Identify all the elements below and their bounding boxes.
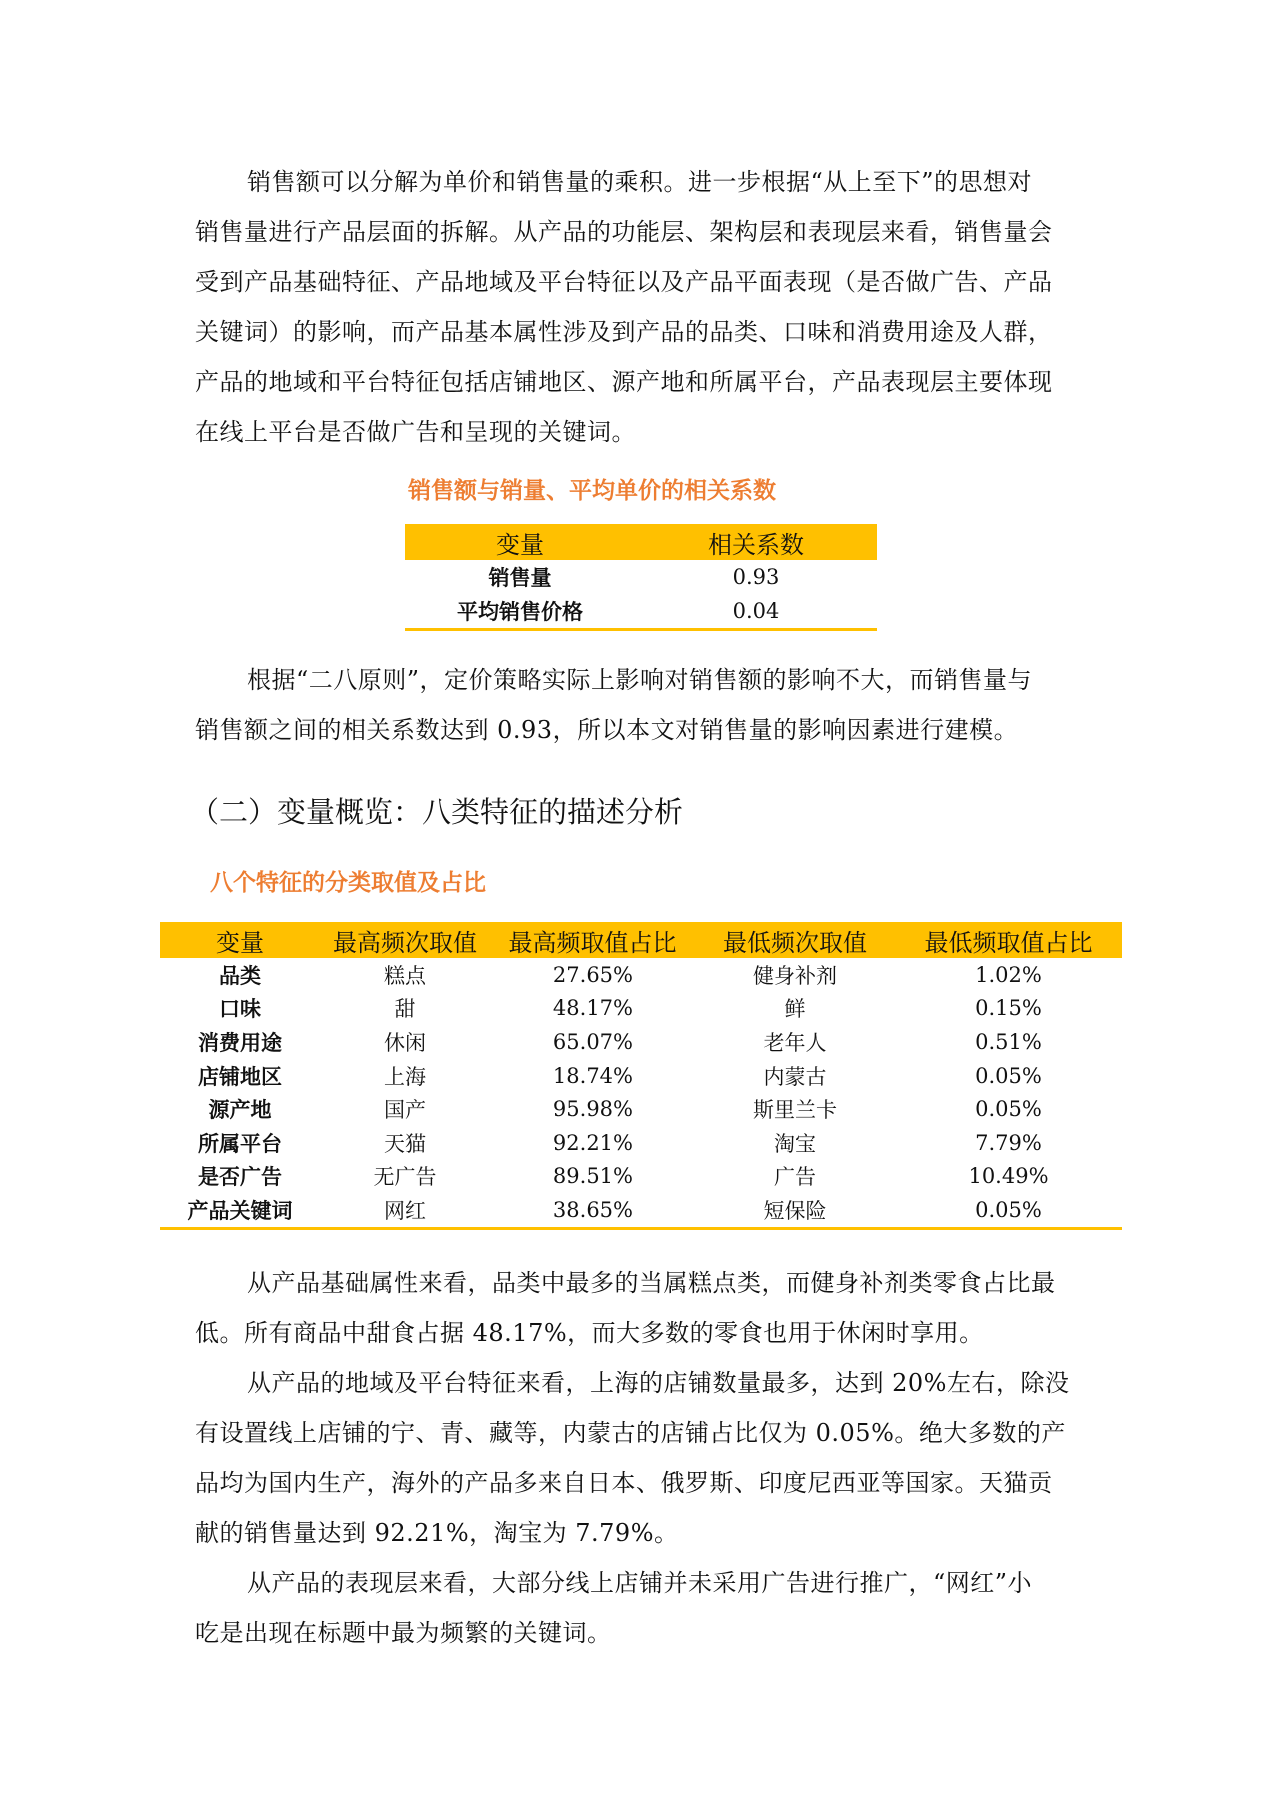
column-header-bottom-value: 最低频次取值	[695, 922, 895, 958]
correlation-table-title: 销售额与销量、平均单价的相关系数	[408, 478, 776, 504]
paragraph-line: 品均为国内生产，海外的产品多来自日本、俄罗斯、印度尼西亚等国家。天猫贡	[195, 1469, 1053, 1497]
cell-top-value: 甜	[394, 997, 416, 1022]
cell-bottom-share: 0.51%	[975, 1029, 1042, 1054]
cell-top-value: 天猫	[384, 1131, 426, 1156]
paragraph-line: 吃是出现在标题中最为频繁的关键词。	[195, 1619, 612, 1647]
cell-top-value: 无广告	[373, 1165, 437, 1190]
cell-variable: 是否广告	[198, 1165, 282, 1190]
paragraph-line: 从产品的地域及平台特征来看，上海的店铺数量最多，达到 20%左右，除没	[247, 1369, 1070, 1397]
paragraph-line: 在线上平台是否做广告和呈现的关键词。	[195, 418, 636, 446]
cell-bottom-share: 1.02%	[975, 962, 1042, 987]
cell-bottom-share: 7.79%	[975, 1130, 1042, 1155]
column-header-top-value: 最高频次取值	[320, 922, 490, 958]
cell-top-value: 休闲	[384, 1030, 426, 1055]
table-header-row	[160, 922, 1122, 958]
cell-top-share: 89.51%	[552, 1164, 633, 1189]
column-header-variable: 变量	[405, 524, 635, 560]
section-heading: （二）变量概览：八类特征的描述分析	[190, 795, 684, 829]
cell-bottom-value: 广告	[774, 1165, 816, 1190]
cell-bottom-share: 0.15%	[975, 996, 1042, 1021]
cell-variable: 所属平台	[198, 1131, 282, 1156]
cell-coefficient: 0.04	[635, 594, 877, 630]
cell-bottom-value: 短保险	[695, 1193, 895, 1228]
cell-variable: 销售量	[488, 566, 552, 590]
paragraph-line: 献的销售量达到 92.21%，淘宝为 7.79%。	[195, 1519, 679, 1547]
cell-top-share: 48.17%	[552, 996, 633, 1021]
cell-top-value: 网红	[320, 1193, 490, 1228]
cell-bottom-share: 0.05%	[975, 1063, 1042, 1088]
column-header-variable: 变量	[160, 922, 320, 958]
cell-bottom-value: 淘宝	[774, 1131, 816, 1156]
table-row	[405, 560, 877, 594]
paragraph-line: 产品的地域和平台特征包括店铺地区、源产地和所属平台，产品表现层主要体现	[195, 368, 1053, 396]
table-row	[160, 1059, 1122, 1093]
analysis-paragraph-basic-attributes	[195, 1258, 1095, 1358]
cell-top-share: 92.21%	[552, 1130, 633, 1155]
correlation-table	[405, 524, 877, 631]
pareto-paragraph	[195, 655, 1095, 755]
column-header-top-share: 最高频取值占比	[490, 922, 695, 958]
cell-variable: 产品关键词	[160, 1193, 320, 1228]
table-row	[160, 958, 1122, 992]
table-row	[405, 594, 877, 630]
cell-variable: 品类	[219, 963, 261, 988]
feature-table	[160, 922, 1122, 1230]
analysis-paragraph-region-platform	[195, 1358, 1095, 1558]
column-header-coefficient: 相关系数	[635, 524, 877, 560]
cell-top-share: 95.98%	[552, 1097, 633, 1122]
cell-top-share: 18.74%	[552, 1063, 633, 1088]
column-header-bottom-share: 最低频取值占比	[895, 922, 1122, 958]
table-row	[160, 1193, 1122, 1228]
paragraph-line: 从产品基础属性来看，品类中最多的当属糕点类，而健身补剂类零食占比最	[247, 1269, 1056, 1297]
intro-paragraph	[195, 157, 1095, 457]
cell-coefficient: 0.93	[732, 565, 780, 589]
paragraph-line: 关键词）的影响，而产品基本属性涉及到产品的品类、口味和消费用途及人群，	[195, 318, 1053, 346]
cell-bottom-share: 0.05%	[895, 1193, 1122, 1228]
cell-bottom-share: 0.05%	[975, 1097, 1042, 1122]
cell-top-value: 国产	[384, 1098, 426, 1123]
table-row	[160, 992, 1122, 1026]
cell-top-share: 65.07%	[552, 1029, 633, 1054]
cell-variable: 店铺地区	[198, 1064, 282, 1089]
cell-bottom-value: 老年人	[763, 1030, 827, 1055]
feature-table-title: 八个特征的分类取值及占比	[210, 870, 486, 896]
paragraph-line: 有设置线上店铺的宁、青、藏等，内蒙古的店铺占比仅为 0.05%。绝大多数的产	[195, 1419, 1066, 1447]
table-row	[160, 1126, 1122, 1160]
cell-variable: 源产地	[208, 1098, 272, 1123]
cell-variable: 消费用途	[198, 1030, 282, 1055]
paragraph-line: 低。所有商品中甜食占据 48.17%，而大多数的零食也用于休闲时享用。	[195, 1319, 984, 1347]
cell-bottom-value: 健身补剂	[753, 963, 837, 988]
paragraph-line: 销售额可以分解为单价和销售量的乘积。进一步根据“从上至下”的思想对	[247, 168, 1033, 196]
table-row	[160, 1092, 1122, 1126]
paragraph-line: 销售量进行产品层面的拆解。从产品的功能层、架构层和表现层来看，销售量会	[195, 218, 1053, 246]
cell-variable: 平均销售价格	[405, 594, 635, 630]
cell-top-share: 27.65%	[552, 962, 633, 987]
paragraph-line: 受到产品基础特征、产品地域及平台特征以及产品平面表现（是否做广告、产品	[195, 268, 1053, 296]
cell-top-value: 糕点	[384, 963, 426, 988]
cell-bottom-value: 斯里兰卡	[753, 1098, 837, 1123]
table-row	[160, 1025, 1122, 1059]
cell-top-value: 上海	[384, 1064, 426, 1089]
table-row	[160, 1160, 1122, 1194]
paragraph-line: 从产品的表现层来看，大部分线上店铺并未采用广告进行推广，“网红”小	[247, 1569, 1033, 1597]
table-header-row	[405, 524, 877, 560]
cell-bottom-share: 10.49%	[968, 1164, 1049, 1189]
paragraph-line: 根据“二八原则”，定价策略实际上影响对销售额的影响不大，而销售量与	[247, 666, 1033, 694]
analysis-paragraph-presentation	[195, 1558, 1095, 1658]
cell-top-share: 38.65%	[490, 1193, 695, 1228]
cell-bottom-value: 内蒙古	[763, 1064, 827, 1089]
cell-bottom-value: 鲜	[784, 997, 806, 1022]
paragraph-line: 销售额之间的相关系数达到 0.93，所以本文对销售量的影响因素进行建模。	[195, 716, 1019, 744]
cell-variable: 口味	[219, 997, 261, 1022]
